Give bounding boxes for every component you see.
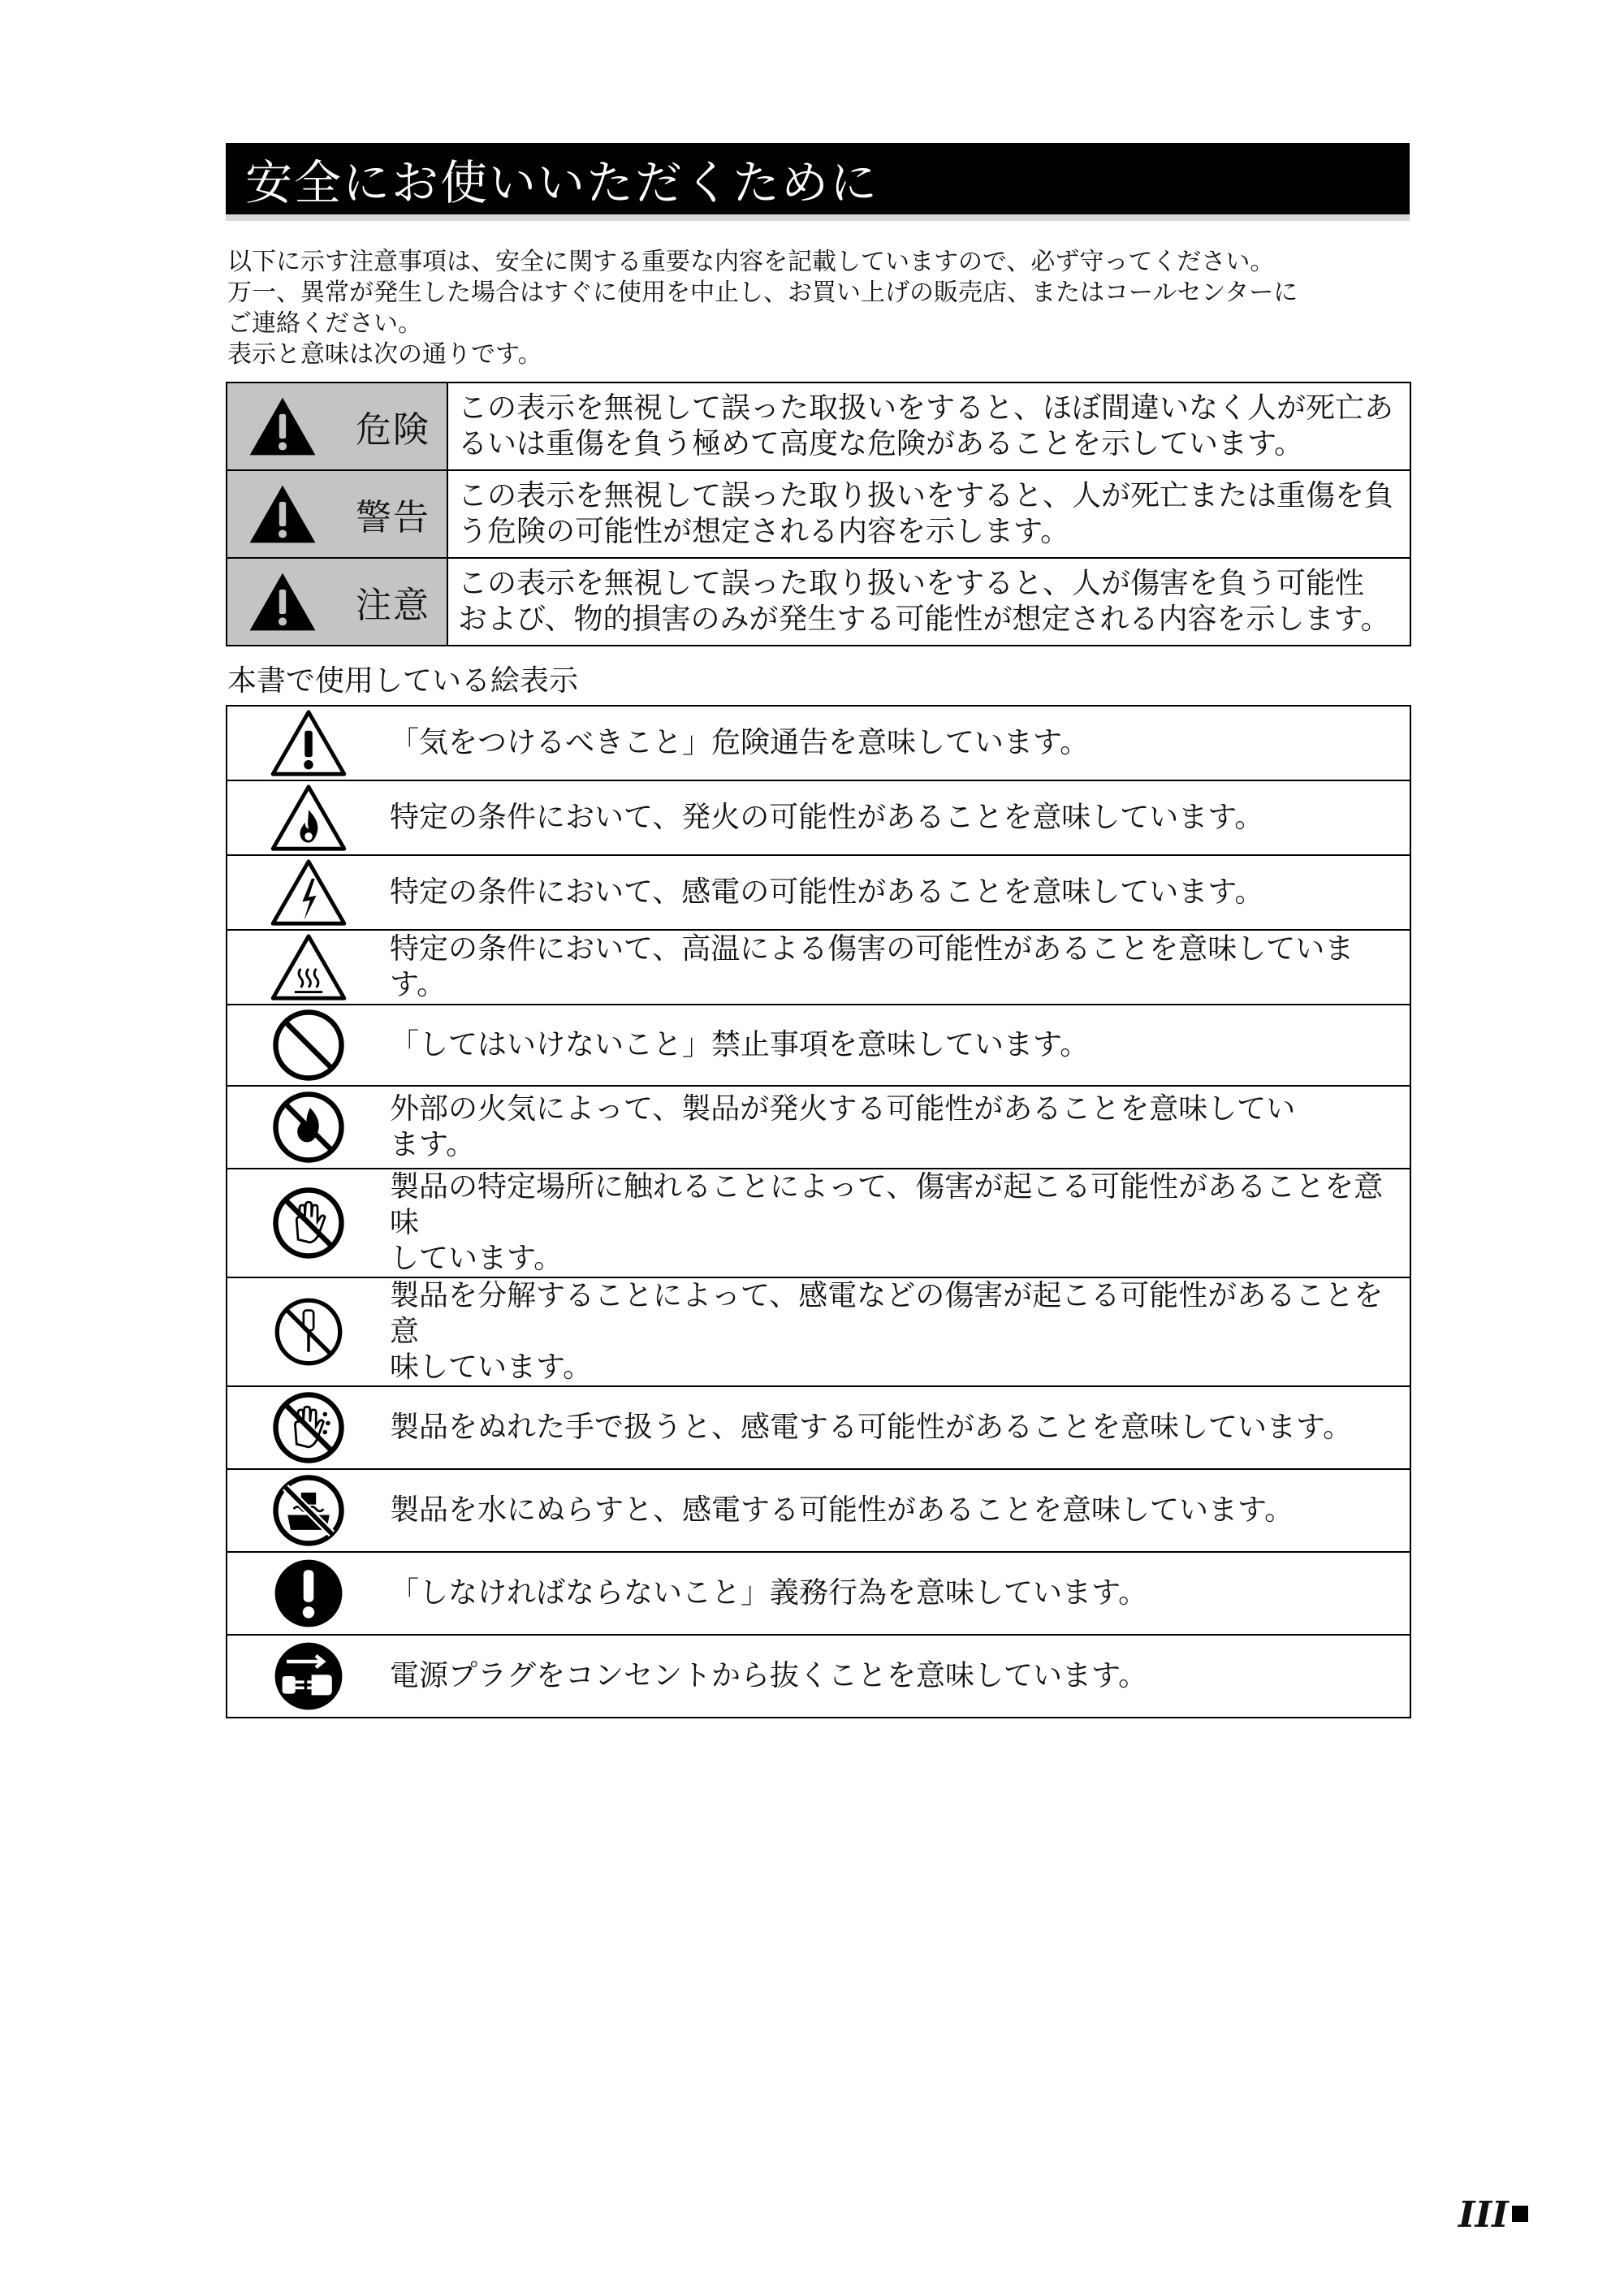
pictogram-description: 「してはいけないこと」禁止事項を意味しています。 xyxy=(390,1005,1410,1086)
intro-line: 万一、異常が発生した場合はすぐに使用を中止し、お買い上げの販売店、またはコールセンターに xyxy=(227,279,1298,307)
pictogram-description: 特定の条件において、感電の可能性があることを意味しています。 xyxy=(390,855,1410,930)
level-name: 危険 xyxy=(356,409,430,451)
intro-text xyxy=(227,247,1410,370)
no-wet-hands-icon xyxy=(271,1390,346,1465)
level-row-danger xyxy=(227,382,1410,470)
level-row-warning xyxy=(227,470,1410,558)
mandatory-action-icon xyxy=(272,1557,345,1630)
prohibition-icon xyxy=(271,1008,346,1083)
do-not-touch-icon xyxy=(271,1186,346,1260)
level-name: 注意 xyxy=(356,585,430,626)
page-number: III xyxy=(1458,2194,1509,2236)
pictogram-row xyxy=(227,1169,1410,1277)
pictogram-description: 外部の火気によって、製品が発火する可能性があることを意味してい ます。 xyxy=(390,1086,1410,1169)
pictogram-description: 製品を水にぬらすと、感電する可能性があることを意味しています。 xyxy=(390,1469,1410,1552)
pictogram-description: 電源プラグをコンセントから抜くことを意味しています。 xyxy=(390,1635,1410,1718)
level-description: この表示を無視して誤った取扱いをすると、ほぼ間違いなく人が死亡あ るいは重傷を負う極めて高度な危険があることを示しています。 xyxy=(447,382,1410,470)
pictogram-description: 製品の特定場所に触れることによって、傷害が起こる可能性があることを意味 しています。 xyxy=(390,1169,1410,1277)
warning-triangle-icon xyxy=(242,484,323,544)
warning-triangle-icon xyxy=(242,396,323,456)
pictogram-row xyxy=(227,1552,1410,1635)
level-name: 警告 xyxy=(356,497,430,538)
pictogram-row xyxy=(227,1386,1410,1469)
page-title: 安全にお使いいただくために xyxy=(226,143,1410,214)
intro-line: 以下に示す注意事項は、安全に関する重要な内容を記載していますので、必ず守ってください。 xyxy=(227,248,1275,276)
intro-line: 表示と意味は次の通りです。 xyxy=(227,340,542,369)
pictogram-description: 特定の条件において、発火の可能性があることを意味しています。 xyxy=(390,780,1410,855)
do-not-disassemble-icon xyxy=(273,1296,344,1368)
pictogram-row xyxy=(227,706,1410,780)
level-row-caution xyxy=(227,558,1410,646)
unplug-icon xyxy=(272,1640,345,1713)
pictogram-table xyxy=(226,705,1411,1718)
high-temperature-warning-icon xyxy=(270,933,348,1001)
pictogram-row xyxy=(227,780,1410,855)
electric-shock-warning-icon xyxy=(270,858,348,927)
pictogram-heading: 本書で使用している絵表示 xyxy=(227,664,579,698)
no-open-flame-icon xyxy=(271,1090,346,1165)
pictogram-description: 特定の条件において、高温による傷害の可能性があることを意味しています。 xyxy=(390,930,1410,1005)
intro-line: ご連絡ください。 xyxy=(227,309,422,338)
pictogram-row xyxy=(227,1635,1410,1718)
keep-away-from-water-icon xyxy=(271,1473,346,1548)
pictogram-row xyxy=(227,930,1410,1005)
fire-warning-icon xyxy=(270,784,348,852)
pictogram-row xyxy=(227,855,1410,930)
warning-triangle-icon xyxy=(242,572,323,632)
level-description: この表示を無視して誤った取り扱いをすると、人が死亡または重傷を負 う危険の可能性が想定される内容を示します。 xyxy=(447,470,1410,558)
pictogram-row xyxy=(227,1086,1410,1169)
pictogram-description: 「気をつけるべきこと」危険通告を意味しています。 xyxy=(390,706,1410,780)
pictogram-row xyxy=(227,1469,1410,1552)
hazard-level-table xyxy=(226,382,1411,646)
pictogram-description: 「しなければならないこと」義務行為を意味しています。 xyxy=(390,1552,1410,1635)
caution-exclamation-icon xyxy=(270,709,348,777)
pictogram-row xyxy=(227,1277,1410,1386)
level-description: この表示を無視して誤った取り扱いをすると、人が傷害を負う可能性 および、物的損害のみが発生する可能性が想定される内容を示します。 xyxy=(447,558,1410,646)
pictogram-description: 製品をぬれた手で扱うと、感電する可能性があることを意味しています。 xyxy=(390,1386,1410,1469)
pictogram-row xyxy=(227,1005,1410,1086)
pictogram-description: 製品を分解することによって、感電などの傷害が起こる可能性があることを意 味しています。 xyxy=(390,1277,1410,1386)
folio-square-icon xyxy=(1512,2206,1528,2222)
